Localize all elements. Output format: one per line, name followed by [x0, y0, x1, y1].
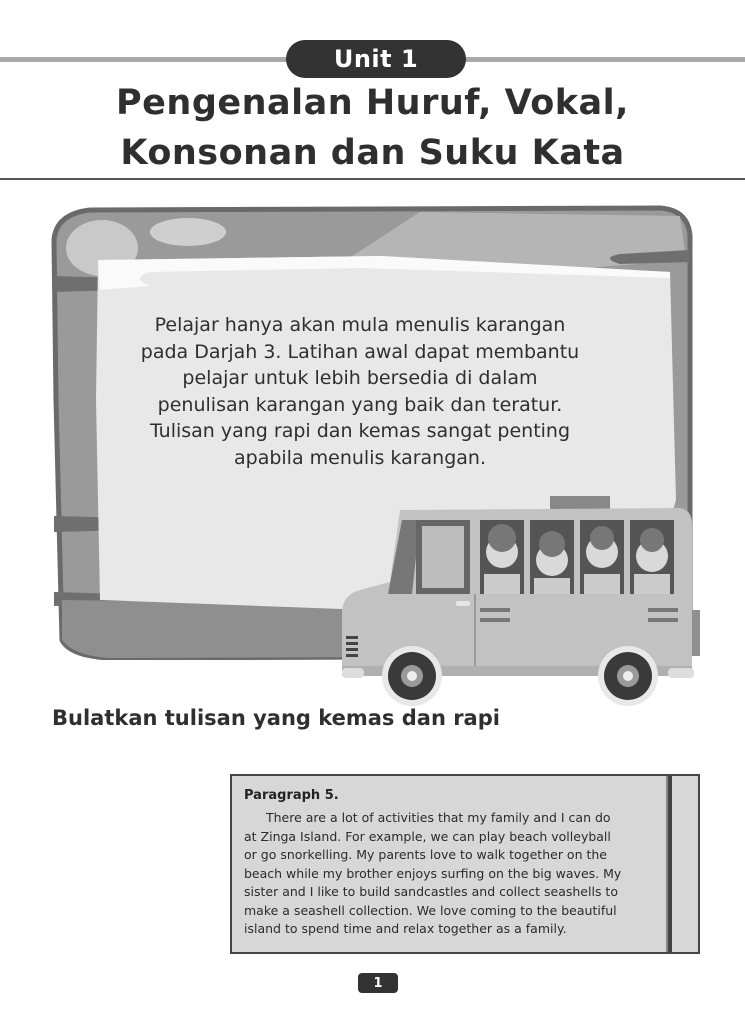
paragraph-body	[244, 809, 664, 939]
intro-line: pada Darjah 3. Latihan awal dapat membantu	[140, 340, 580, 363]
page-title	[0, 78, 745, 178]
paragraph-card	[230, 774, 700, 954]
paragraph-line: beach while my brother enjoys surfing on the big waves. My	[244, 865, 622, 881]
paragraph-line: There are a lot of activities that my family and I can do	[266, 810, 611, 825]
intro-line: penulisan karangan yang baik dan teratur.	[157, 393, 563, 416]
unit-badge	[286, 40, 466, 78]
paragraph-line: island to spend time and relax together as a family.	[244, 921, 567, 936]
unit-label: Unit 1	[333, 45, 419, 73]
page-number-badge	[358, 973, 398, 993]
paragraph-line: at Zinga Island. For example, we can play beach volleyball	[244, 828, 611, 844]
paragraph-title: Paragraph 5.	[244, 788, 339, 803]
intro-line: Tulisan yang rapi dan kemas sangat penting	[149, 420, 571, 442]
intro-line: Pelajar hanya akan mula menulis karangan	[154, 314, 566, 336]
intro-text	[110, 312, 610, 471]
intro-line: apabila menulis karangan.	[233, 446, 487, 469]
card-rail-dark	[668, 776, 672, 952]
bus-icon	[330, 490, 700, 710]
paragraph-line: or go snorkelling. My parents love to walk together on the	[244, 847, 607, 862]
exercise-instruction: Bulatkan tulisan yang kemas dan rapi	[52, 706, 500, 730]
paragraph-line: sister and I like to build sandcastles and collect seashells to	[244, 884, 618, 899]
paragraph-line: make a seashell collection. We love coming to the beautiful	[244, 902, 617, 918]
school-bus-illustration	[330, 490, 700, 710]
page-title-line-2: Konsonan dan Suku Kata	[120, 133, 625, 173]
intro-line: pelajar untuk lebih bersedia di dalam	[182, 367, 538, 389]
page-title-line-1: Pengenalan Huruf, Vokal,	[116, 83, 629, 123]
title-divider	[0, 178, 745, 180]
page-number: 1	[373, 975, 383, 991]
